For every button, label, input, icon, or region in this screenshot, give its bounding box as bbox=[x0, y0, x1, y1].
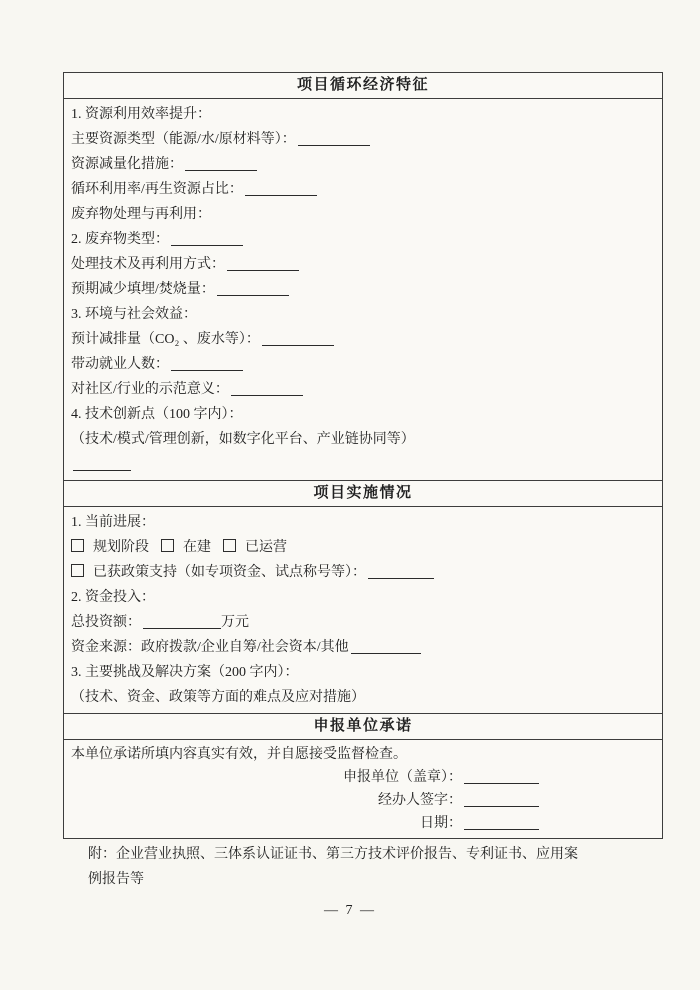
form-text: 处理技术及再利用方式： bbox=[71, 257, 225, 272]
form-text: 主要资源类型（能源/水/原材料等）： bbox=[71, 132, 296, 147]
blank-underline-field bbox=[464, 792, 539, 807]
blank-underline-field bbox=[351, 639, 421, 654]
checkbox-icon bbox=[161, 539, 174, 552]
form-line bbox=[71, 202, 654, 227]
blank-underline-field bbox=[171, 231, 243, 246]
form-line bbox=[71, 510, 654, 535]
form-line bbox=[71, 302, 654, 327]
blank-underline-field bbox=[227, 256, 299, 271]
form-text: （技术、资金、政策等方面的难点及应对措施） bbox=[71, 690, 365, 705]
form-text: 日期： bbox=[420, 816, 462, 831]
form-line bbox=[71, 252, 654, 277]
form-line bbox=[71, 152, 654, 177]
blank-underline-field bbox=[298, 131, 370, 146]
form-line bbox=[71, 452, 654, 477]
form-line bbox=[71, 685, 654, 710]
form-line bbox=[71, 377, 654, 402]
form-text: 总投资额： bbox=[71, 615, 141, 630]
form-line bbox=[71, 102, 654, 127]
form-line bbox=[71, 789, 654, 812]
checkbox-icon bbox=[71, 564, 84, 577]
form-line bbox=[71, 660, 654, 685]
attachment-note: 附：企业营业执照、三体系认证证书、第三方技术评价报告、专利证书、应用案例报告等 bbox=[88, 847, 578, 887]
form-line bbox=[71, 127, 654, 152]
blank-underline-field bbox=[368, 564, 434, 579]
form-text: 带动就业人数： bbox=[71, 357, 169, 372]
form-text: 已运营 bbox=[245, 540, 287, 555]
blank-underline-field bbox=[171, 356, 243, 371]
blank-underline-field bbox=[245, 181, 317, 196]
form-text: 预期减少填埋/焚烧量： bbox=[71, 282, 215, 297]
form-line bbox=[71, 352, 654, 377]
application-form-table bbox=[63, 72, 663, 839]
form-text: 规划阶段 bbox=[93, 540, 149, 555]
page-number: — 7 — bbox=[324, 903, 376, 918]
form-line bbox=[71, 535, 654, 560]
form-text: 2. 资金投入： bbox=[71, 590, 155, 605]
blank-underline-field bbox=[464, 815, 539, 830]
section-title: 项目循环经济特征 bbox=[64, 73, 662, 99]
form-text: 本单位承诺所填内容真实有效，并自愿接受监督检查。 bbox=[71, 747, 407, 762]
form-line bbox=[71, 585, 654, 610]
form-text: 4. 技术创新点（100 字内）： bbox=[71, 407, 243, 422]
form-line bbox=[71, 743, 654, 766]
section-body bbox=[64, 99, 662, 481]
form-line bbox=[71, 812, 654, 835]
form-text: 2. 废弃物类型： bbox=[71, 232, 169, 247]
form-text: 1. 当前进展： bbox=[71, 515, 155, 530]
form-text: 在建 bbox=[183, 540, 211, 555]
form-text: 1. 资源利用效率提升： bbox=[71, 107, 211, 122]
section-title: 申报单位承诺 bbox=[64, 714, 662, 740]
blank-underline-field bbox=[231, 381, 303, 396]
form-text: 循环利用率/再生资源占比： bbox=[71, 182, 243, 197]
form-line bbox=[71, 766, 654, 789]
section-title: 项目实施情况 bbox=[64, 481, 662, 507]
blank-underline-field bbox=[262, 331, 334, 346]
form-line bbox=[71, 327, 654, 352]
checkbox-icon bbox=[223, 539, 236, 552]
form-line bbox=[71, 427, 654, 452]
blank-underline-field bbox=[143, 614, 221, 629]
blank-underline-field bbox=[73, 456, 131, 471]
form-text: 万元 bbox=[221, 615, 249, 630]
form-line bbox=[71, 402, 654, 427]
form-text: 经办人签字： bbox=[378, 793, 462, 808]
form-line bbox=[71, 560, 654, 585]
section-body bbox=[64, 740, 662, 838]
form-line bbox=[71, 277, 654, 302]
form-text: （技术/模式/管理创新，如数字化平台、产业链协同等） bbox=[71, 432, 415, 447]
form-line bbox=[71, 227, 654, 252]
form-text: 3. 环境与社会效益： bbox=[71, 307, 197, 322]
form-line bbox=[71, 610, 654, 635]
form-line bbox=[71, 177, 654, 202]
form-text: 3. 主要挑战及解决方案（200 字内）： bbox=[71, 665, 299, 680]
form-text: 废弃物处理与再利用： bbox=[71, 207, 211, 222]
form-line bbox=[71, 635, 654, 660]
form-text: 资金来源：政府拨款/企业自筹/社会资本/其他 bbox=[71, 640, 349, 655]
checkbox-icon bbox=[71, 539, 84, 552]
blank-underline-field bbox=[464, 769, 539, 784]
form-text: 资源减量化措施： bbox=[71, 157, 183, 172]
blank-underline-field bbox=[217, 281, 289, 296]
section-body bbox=[64, 507, 662, 714]
blank-underline-field bbox=[185, 156, 257, 171]
form-text: 预计减排量（CO₂ 、废水等）： bbox=[71, 332, 260, 347]
form-text: 已获政策支持（如专项资金、试点称号等）： bbox=[93, 565, 366, 580]
form-text: 申报单位（盖章）： bbox=[343, 770, 462, 785]
form-text: 对社区/行业的示范意义： bbox=[71, 382, 229, 397]
